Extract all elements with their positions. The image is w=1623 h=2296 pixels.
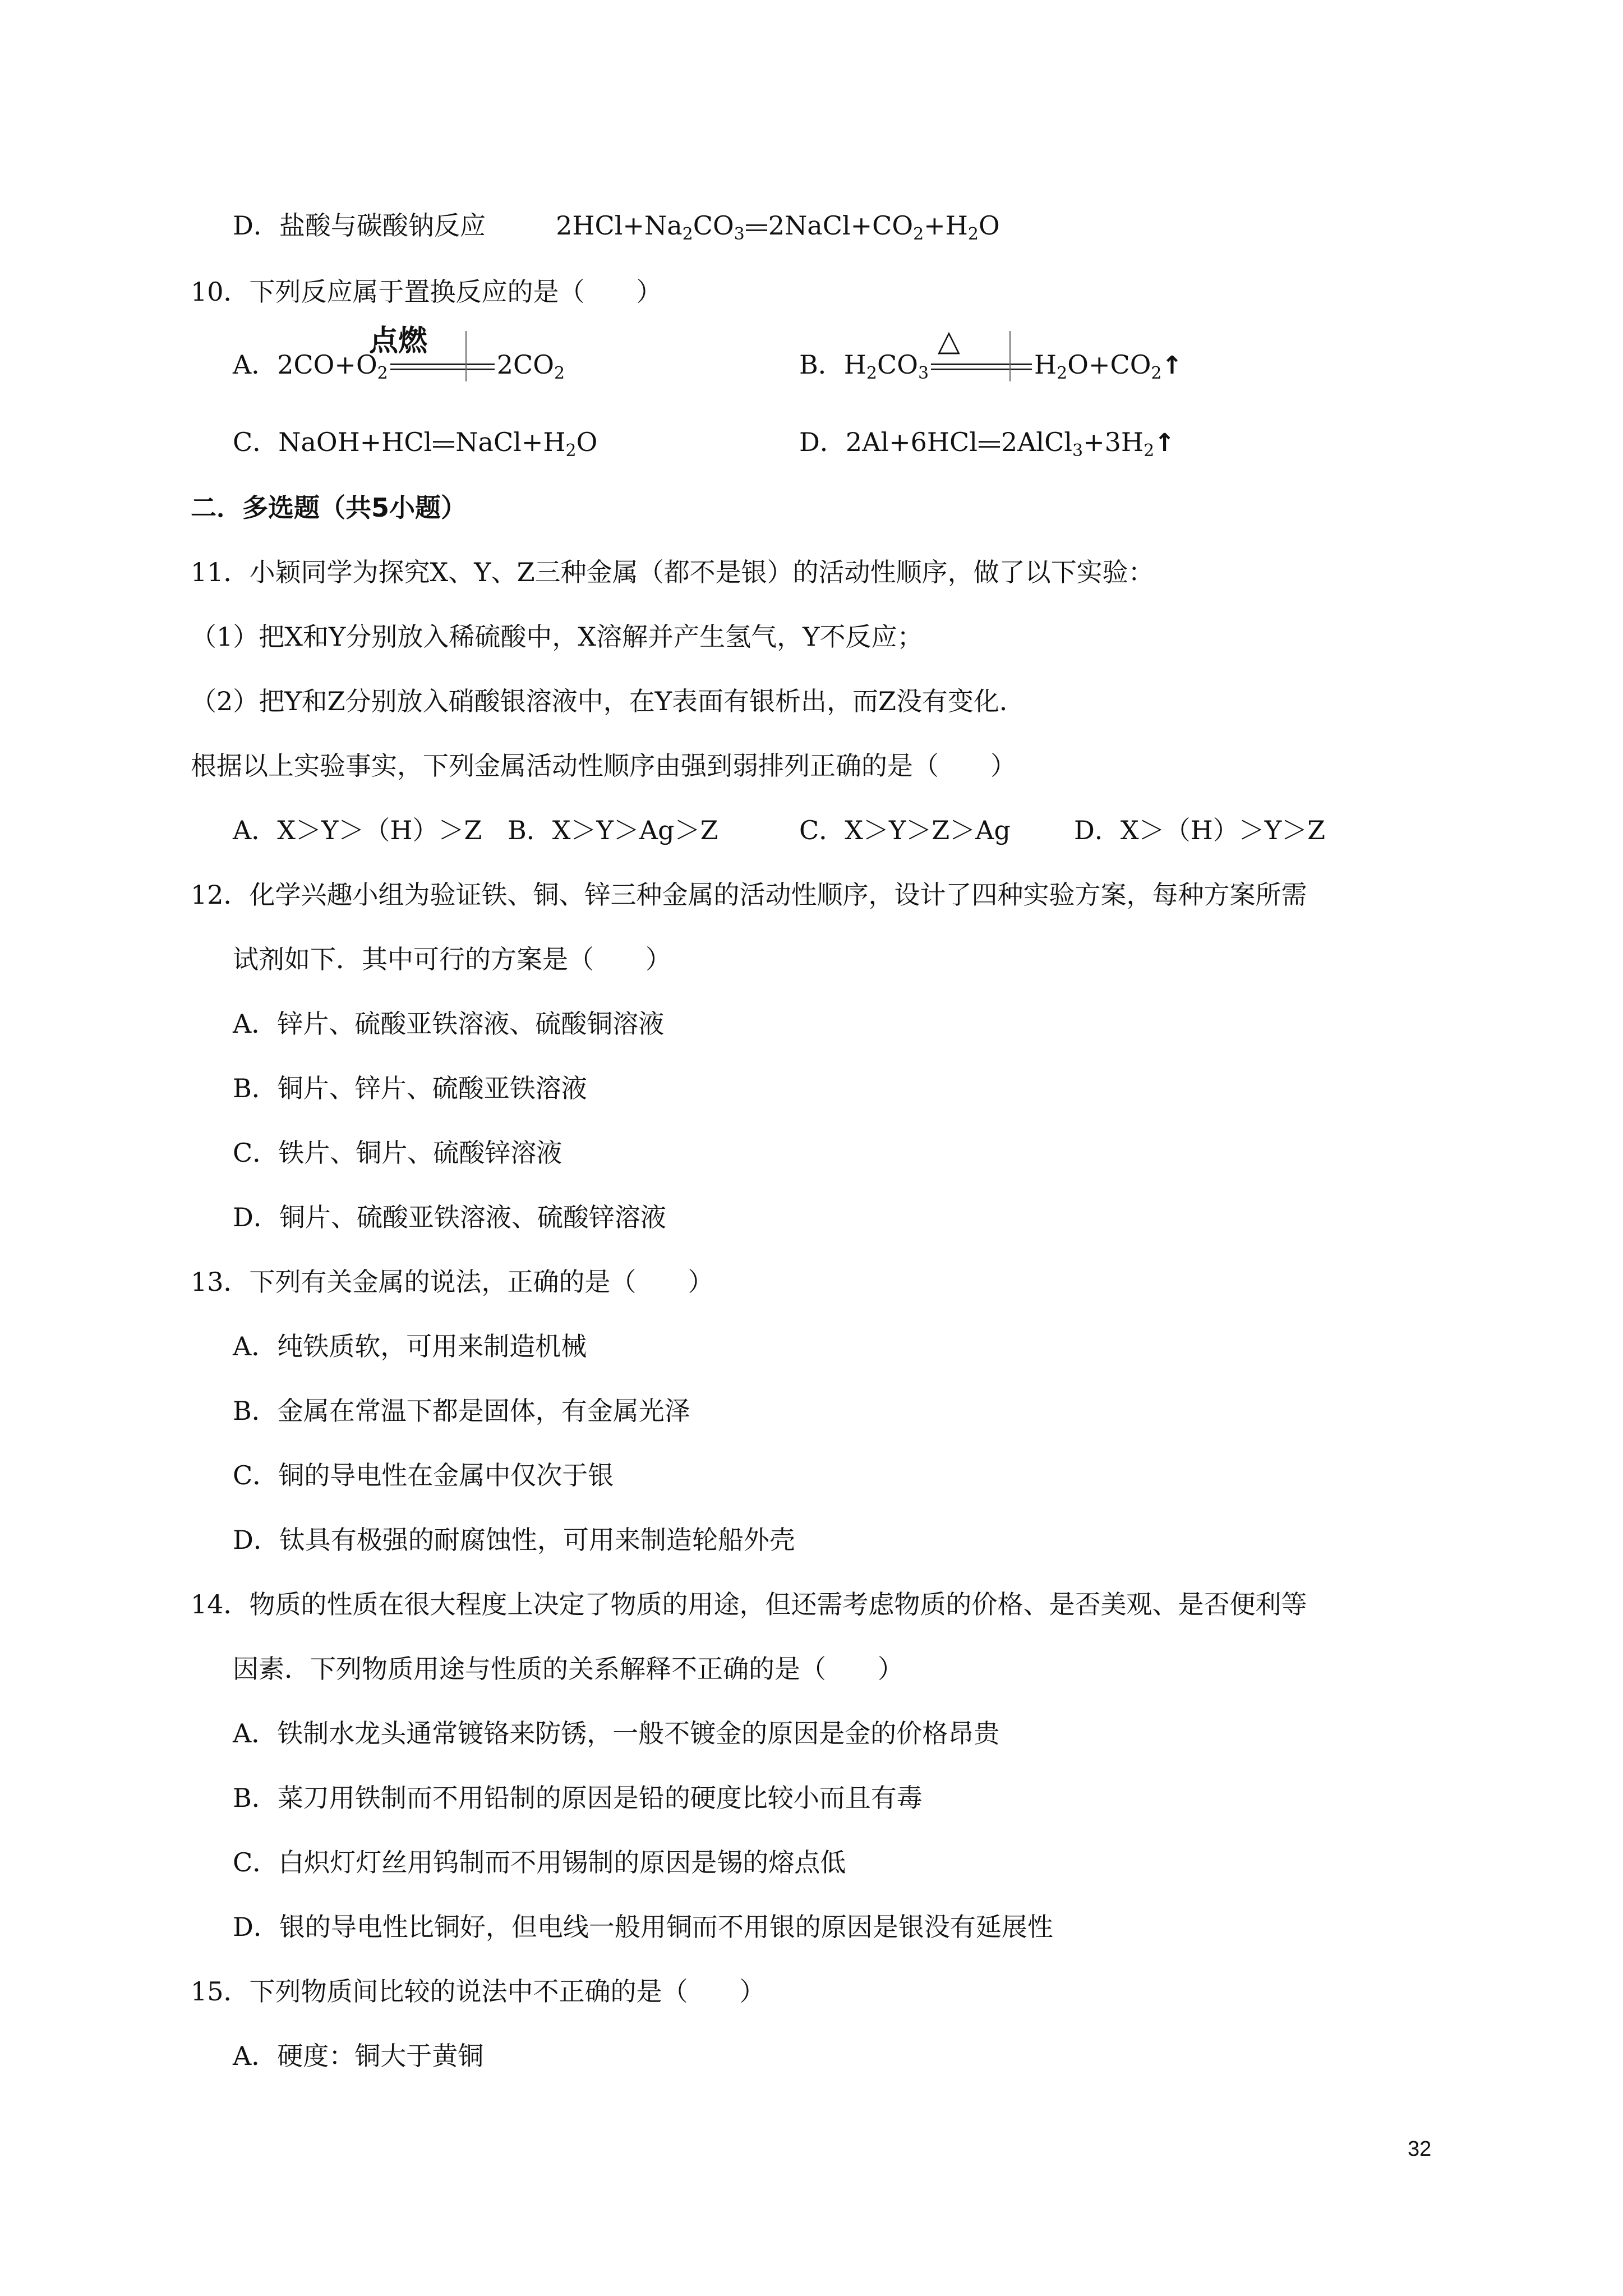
q11-option-a: A．X＞Y＞（H）＞Z: [233, 815, 482, 845]
section-heading: 二．多选题（共5小题）: [191, 493, 467, 523]
q12-option-c: C．铁片、铜片、硫酸锌溶液: [233, 1138, 562, 1168]
q14-option-b: B．菜刀用铁制而不用铅制的原因是铅的硬度比较小而且有毒: [233, 1783, 923, 1813]
q12-option-b: B．铜片、锌片、硫酸亚铁溶液: [233, 1073, 587, 1103]
gas-arrow-icon: ↑: [1161, 351, 1183, 380]
q9-option-d-equation: $2HCl+Na_2CO_3$ $2NaCl+CO_2+H_2O$: [556, 210, 1000, 244]
q11-experiment-2: （2）把Y和Z分别放入硝酸银溶液中，在Y表面有银析出，而Z没有变化．: [191, 686, 1025, 716]
q14-option-c: C．白炽灯灯丝用钨制而不用锡制的原因是锡的熔点低: [233, 1847, 846, 1878]
q14-stem-line1: 14．物质的性质在很大程度上决定了物质的用途，但还需考虑物质的价格、是否美观、是否便利等: [191, 1589, 1307, 1619]
q9-option-d-text: D．盐酸与碳酸钠反应: [233, 210, 486, 241]
q13-option-a: A．纯铁质软，可用来制造机械: [233, 1331, 587, 1361]
condition-bar: [390, 364, 495, 370]
ignite-condition: 点燃: [369, 324, 428, 358]
q11-option-c: C．X＞Y＞Z＞Ag: [799, 815, 1011, 845]
q14-option-d: D．银的导电性比铜好，但电线一般用铜而不用银的原因是银没有延展性: [233, 1912, 1053, 1942]
heat-condition: △: [938, 324, 960, 358]
q11-option-b: B．X＞Y＞Ag＞Z: [508, 815, 718, 845]
divider-line: [1009, 331, 1011, 381]
q14-stem-line2: 因素．下列物质用途与性质的关系解释不正确的是（ ）: [233, 1654, 903, 1684]
equals-sign: [433, 441, 454, 448]
q13-option-b: B．金属在常温下都是固体，有金属光泽: [233, 1396, 690, 1426]
q11-option-d: D．X＞（H）＞Y＞Z: [1074, 815, 1326, 845]
q10-option-b: B．$H_2CO_3$ $H_2O+CO_2↑$: [799, 349, 1183, 383]
equals-sign: [746, 224, 767, 231]
q14-option-a: A．铁制水龙头通常镀铬来防锈，一般不镀金的原因是金的价格昂贵: [233, 1718, 1000, 1749]
q15-stem: 15．下列物质间比较的说法中不正确的是（ ）: [191, 1976, 766, 2007]
condition-bar: [931, 364, 1032, 370]
q13-option-c: C．铜的导电性在金属中仅次于银: [233, 1460, 614, 1490]
q12-option-d: D．铜片、硫酸亚铁溶液、硫酸锌溶液: [233, 1202, 666, 1232]
q13-stem: 13．下列有关金属的说法，正确的是（ ）: [191, 1267, 714, 1297]
divider-line: [465, 331, 467, 381]
q10-option-d: D．2Al+6HCl $2AlCl_3+3H_2↑$: [799, 427, 1175, 461]
q10-option-a: A．$2CO+O_2$ $2CO_2$: [233, 349, 565, 383]
q12-option-a: A．锌片、硫酸亚铁溶液、硫酸铜溶液: [233, 1009, 665, 1039]
equals-sign: [979, 441, 1000, 448]
page-number: 32: [1408, 2137, 1432, 2161]
q12-stem-line2: 试剂如下．其中可行的方案是（ ）: [233, 944, 671, 974]
q11-experiment-1: （1）把X和Y分别放入稀硫酸中，X溶解并产生氢气，Y不反应；: [191, 622, 923, 652]
q9-option-d: [233, 209, 1000, 251]
q11-stem: 11．小颖同学为探究X、Y、Z三种金属（都不是银）的活动性顺序，做了以下实验：: [191, 557, 1154, 587]
q13-option-d: D．钛具有极强的耐腐蚀性，可用来制造轮船外壳: [233, 1525, 795, 1555]
q10-option-c: C．NaOH+HCl $NaCl+H_2O$: [233, 427, 598, 461]
q11-question: 根据以上实验事实，下列金属活动性顺序由强到弱排列正确的是（ ）: [191, 751, 1016, 781]
q10-stem: 10．下列反应属于置换反应的是（ ）: [191, 277, 662, 307]
q12-stem-line1: 12．化学兴趣小组为验证铁、铜、锌三种金属的活动性顺序，设计了四种实验方案，每种方案所需: [191, 880, 1307, 910]
gas-arrow-icon: ↑: [1154, 429, 1175, 457]
q15-option-a: A．硬度：铜大于黄铜: [233, 2041, 484, 2071]
